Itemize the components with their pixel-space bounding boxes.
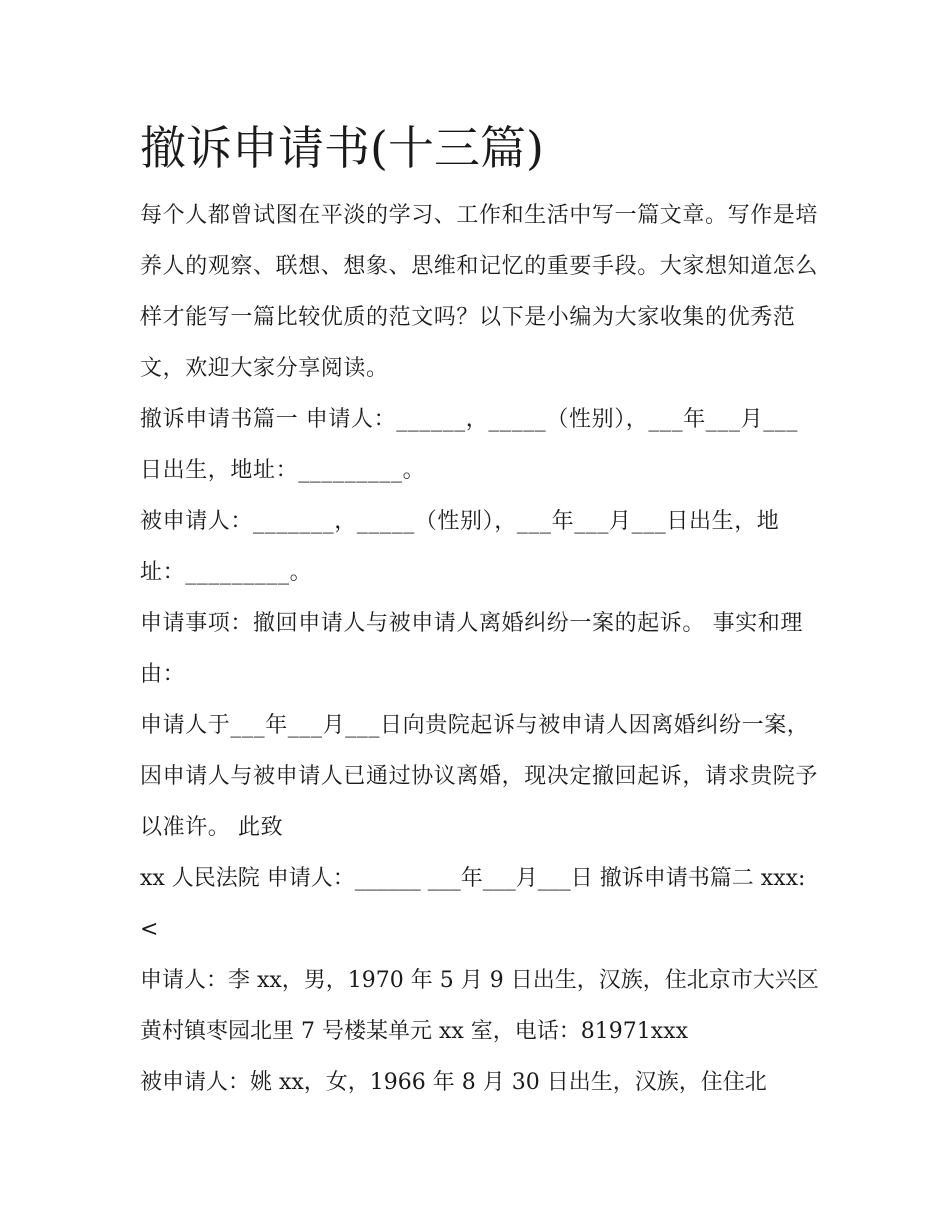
facts-reasons-paragraph: 申请人于___年___月___日向贵院起诉与被申请人因离婚纠纷一案，因申请人与被申请人已通过协议离婚，现决定撤回起诉，请求贵院予以准许。 此致 [140,713,819,840]
respondent-details-paragraph: 被申请人：姚 xx，女，1966 年 8 月 30 日出生，汉族，住住北 [140,1070,767,1095]
request-items-paragraph: 申请事项：撤回申请人与被申请人离婚纠纷一案的起诉。 事实和理由： [140,611,803,687]
court-signature-paragraph: xx 人民法院 申请人：______ ___年___月___日 撤诉申请书篇二 xxx:< [140,866,806,942]
intro-paragraph: 每个人都曾试图在平淡的学习、工作和生活中写一篇文章。写作是培养人的观察、联想、想象、思维和记忆的重要手段。大家想知道怎么样才能写一篇比较优质的范文吗？以下是小编为大家收集的优秀范文，欢迎大家分享阅读。 [140,203,819,381]
document-body [140,112,820,1108]
applicant-paragraph: 撤诉申请书篇一 申请人：______，_____（性别），___年___月___日出生，地址：_________。 [140,407,798,483]
respondent-paragraph: 被申请人：_______，_____（性别），___年___月___日出生，地址：_________。 [140,509,780,585]
applicant-details-paragraph: 申请人：李 xx，男，1970 年 5 月 9 日出生，汉族，住北京市大兴区黄村镇枣园北里 7 号楼某单元 xx 室，电话：81971xxx [140,968,819,1044]
document-title: 撤诉申请书(十三篇) [140,121,544,175]
